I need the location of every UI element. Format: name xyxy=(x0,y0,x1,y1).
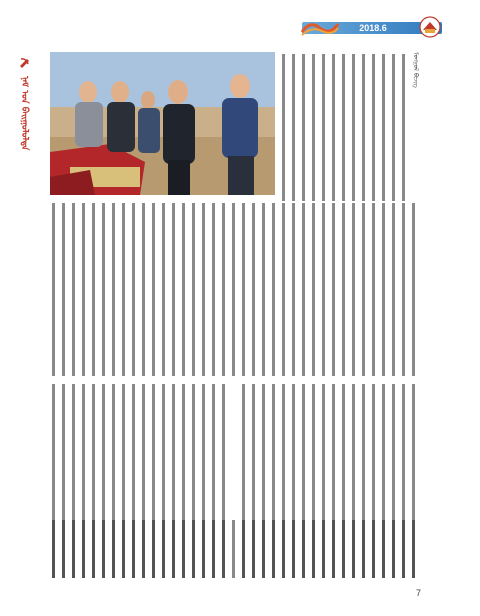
section-title: ᠨᠠᠮ ᠤᠨ ᠪᠠᠢᠭᠤᠯᠤᠯᠲᠠ xyxy=(19,76,29,151)
party-emblem-icon xyxy=(18,56,31,69)
article-subheading: ᠮᠣᠩᠭᠣᠯ ᠪᠢᠴᠢᠭ xyxy=(412,52,419,88)
article-photo xyxy=(50,52,275,195)
yurt-emblem-icon xyxy=(419,16,441,38)
text-column-bottom xyxy=(50,520,418,578)
issue-date: 2018.6 xyxy=(359,23,387,33)
page-number: 7 xyxy=(416,588,422,598)
magazine-wave-logo xyxy=(300,18,340,38)
text-column-middle-full xyxy=(50,203,418,376)
text-column-upper-right xyxy=(280,54,408,201)
